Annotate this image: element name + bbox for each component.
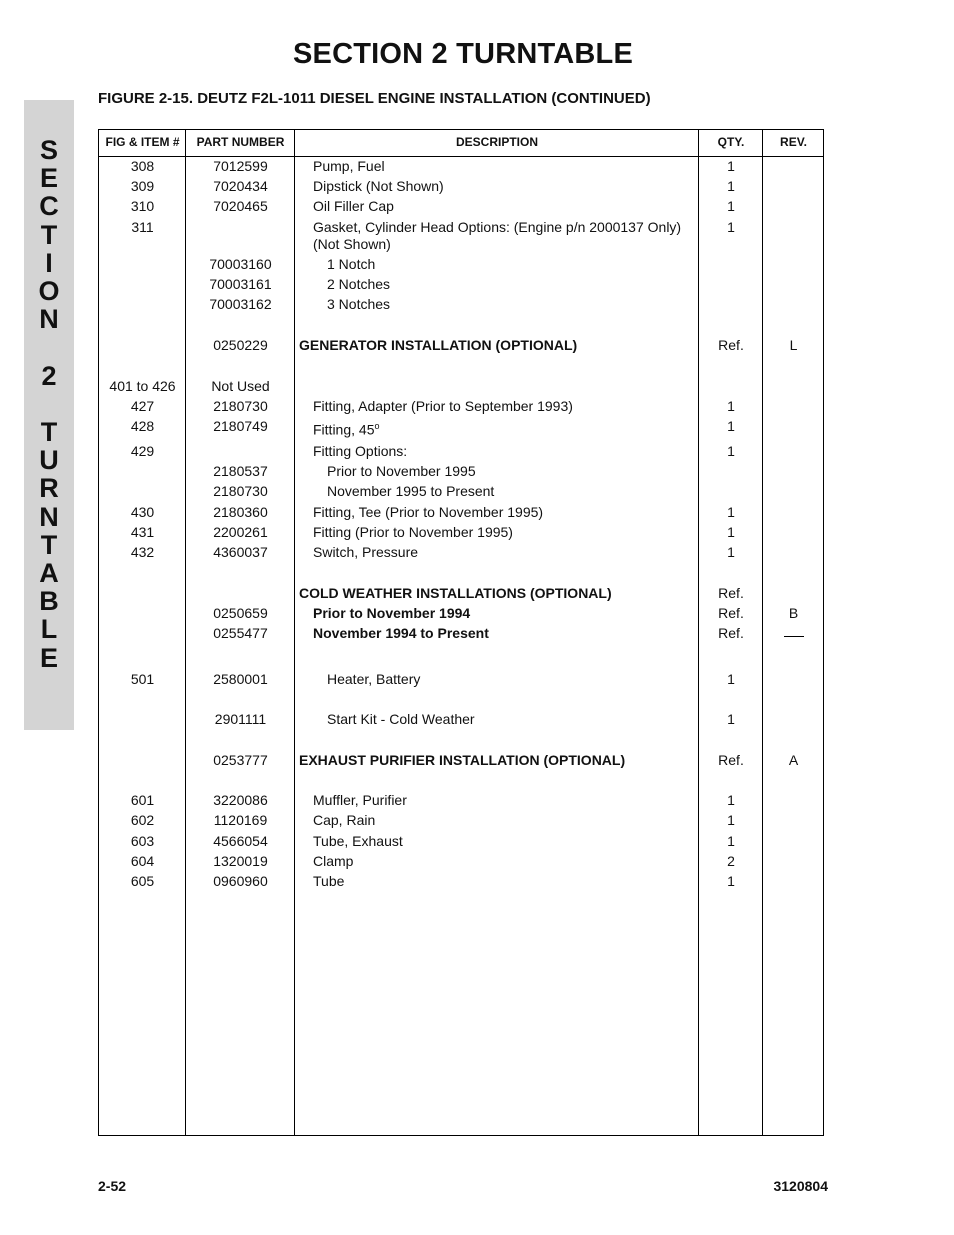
description-text: Fitting, Adapter (Prior to September 1993) — [313, 398, 573, 414]
cell-qty: 1 — [727, 158, 735, 174]
cell-part-number: 2180730 — [213, 398, 268, 414]
side-tab-letter: B — [39, 586, 59, 617]
cell-description — [295, 544, 717, 561]
parts-table — [98, 129, 824, 1136]
side-tab — [24, 100, 74, 730]
description-text: 2 Notches — [327, 276, 391, 292]
cell-qty: Ref. — [718, 337, 744, 353]
cell-description — [295, 625, 717, 642]
cell-description — [295, 178, 717, 195]
cell-description — [295, 524, 717, 541]
cell-part-number: 0250229 — [213, 337, 268, 353]
cell-part-number: 0255477 — [213, 625, 268, 641]
cell-description — [295, 483, 731, 500]
cell-fig-item: 427 — [130, 398, 155, 414]
degree-symbol: o — [374, 421, 380, 431]
cell-part-number: 70003162 — [209, 296, 272, 312]
cell-qty: 1 — [727, 544, 735, 560]
cell-description — [295, 812, 717, 829]
cell-fig-item: 431 — [130, 524, 155, 540]
description-text: Clamp — [313, 853, 354, 869]
side-tab-letter: N — [39, 304, 59, 335]
page-number: 2-52 — [98, 1178, 127, 1194]
cell-part-number: 7012599 — [213, 158, 268, 174]
description-text: Prior to November 1995 — [327, 463, 476, 479]
cell-qty: 1 — [727, 524, 735, 540]
cell-qty: Ref. — [718, 585, 744, 601]
cell-description — [295, 853, 717, 870]
cell-fig-item: 601 — [130, 792, 155, 808]
cell-fig-item: 311 — [131, 219, 154, 235]
header-part-number: PART NUMBER — [196, 135, 285, 149]
description-text: Tube — [313, 873, 345, 889]
cell-fig-item: 429 — [130, 443, 155, 459]
cell-fig-item: 602 — [130, 812, 155, 828]
cell-description — [295, 752, 703, 769]
cell-part-number: 2180730 — [213, 483, 268, 499]
description-text: Dipstick (Not Shown) — [313, 178, 444, 194]
cell-qty: 1 — [727, 219, 735, 235]
cell-description — [295, 337, 703, 354]
cell-fig-item: 430 — [130, 504, 155, 520]
cell-rev: L — [789, 337, 798, 353]
cell-part-number: 2200261 — [213, 524, 268, 540]
cell-qty: 1 — [727, 711, 735, 727]
cell-description — [295, 158, 717, 175]
figure-title: FIGURE 2-15. DEUTZ F2L-1011 DIESEL ENGINE INSTALLATION (CONTINUED) — [98, 90, 651, 107]
description-text: November 1994 to Present — [313, 625, 489, 641]
description-text: Start Kit - Cold Weather — [327, 711, 475, 727]
cell-description — [295, 792, 717, 809]
side-tab-letter: 2 — [41, 360, 57, 391]
description-text: Gasket, Cylinder Head Options: (Engine p/n 2000137 Only) — [313, 219, 682, 235]
cell-fig-item: 605 — [130, 873, 155, 889]
description-text: Fitting Options: — [313, 443, 408, 459]
cell-part-number: 2180360 — [213, 504, 268, 520]
cell-description — [295, 711, 731, 728]
cell-description — [295, 398, 717, 415]
cell-part-number: 70003160 — [209, 256, 272, 272]
cell-fig-item: 309 — [130, 178, 155, 194]
cell-qty: 1 — [727, 198, 735, 214]
cell-part-number: 0250659 — [213, 605, 268, 621]
cell-fig-item: 310 — [130, 198, 155, 214]
side-tab-letter: O — [38, 276, 60, 307]
cell-description — [295, 219, 717, 253]
description-text: November 1995 to Present — [327, 483, 495, 499]
cell-fig-item: 603 — [130, 833, 155, 849]
description-text: EXHAUST PURIFIER INSTALLATION (OPTIONAL) — [299, 752, 626, 768]
cell-part-number: 4360037 — [213, 544, 268, 560]
cell-fig-item: 308 — [130, 158, 155, 174]
side-tab-letter — [24, 390, 74, 418]
header-fig-item: FIG & ITEM # — [105, 135, 180, 149]
description-text: Fitting, 45 — [313, 421, 375, 438]
cell-fig-item: 604 — [130, 853, 155, 869]
cell-qty: 1 — [727, 398, 735, 414]
cell-rev: A — [788, 752, 799, 768]
cell-qty: 1 — [727, 812, 735, 828]
cell-description — [295, 605, 717, 622]
side-tab-letter: U — [39, 445, 59, 476]
section-title: SECTION 2 TURNTABLE — [293, 38, 633, 70]
cell-qty: Ref. — [718, 605, 744, 621]
cell-description — [295, 833, 717, 850]
cell-description — [295, 256, 731, 273]
cell-part-number: 1120169 — [213, 812, 268, 828]
cell-part-number: Not Used — [211, 378, 270, 394]
cell-qty: 2 — [727, 853, 735, 869]
rev-dash — [784, 636, 804, 637]
side-tab-letter: T — [40, 529, 58, 560]
side-tab-letter: S — [39, 135, 58, 165]
description-text: Switch, Pressure — [313, 544, 419, 560]
cell-qty: 1 — [727, 178, 735, 194]
cell-part-number: 4566054 — [213, 833, 268, 849]
cell-description — [295, 296, 731, 313]
cell-description — [295, 671, 731, 688]
cell-part-number: 1320019 — [213, 853, 268, 869]
cell-qty: 1 — [727, 671, 735, 687]
description-text: Muffler, Purifier — [313, 792, 407, 808]
description-text: Prior to November 1994 — [313, 605, 471, 621]
cell-description — [295, 418, 717, 439]
description-text: Fitting, Tee (Prior to November 1995) — [313, 504, 544, 520]
cell-qty: 1 — [727, 443, 735, 459]
side-tab-letter: I — [45, 247, 53, 278]
description-text: 3 Notches — [327, 296, 391, 312]
side-tab-letter — [24, 333, 74, 361]
description-text: GENERATOR INSTALLATION (OPTIONAL) — [299, 337, 578, 353]
description-continuation: (Not Shown) — [313, 236, 391, 252]
side-tab-letter: A — [39, 558, 59, 589]
side-tab-letter: C — [39, 191, 59, 222]
description-text: Fitting (Prior to November 1995) — [313, 524, 513, 540]
cell-description — [295, 463, 731, 480]
cell-fig-item: 401 to 426 — [109, 378, 176, 394]
description-text: 1 Notch — [327, 256, 376, 272]
document-number: 3120804 — [773, 1178, 828, 1194]
header-description: DESCRIPTION — [455, 135, 538, 149]
header-rev: REV. — [780, 135, 807, 149]
cell-description — [295, 873, 717, 890]
side-tab-letter: R — [39, 473, 59, 504]
cell-description — [295, 504, 717, 521]
cell-part-number: 2580001 — [213, 671, 268, 687]
description-text: COLD WEATHER INSTALLATIONS (OPTIONAL) — [299, 585, 612, 601]
side-tab-letter: E — [39, 642, 58, 673]
cell-part-number: 7020465 — [213, 198, 268, 214]
cell-qty: 1 — [727, 873, 735, 889]
description-text: Tube, Exhaust — [313, 833, 403, 849]
side-tab-letter: T — [40, 417, 58, 448]
cell-part-number: 0253777 — [213, 752, 268, 768]
cell-part-number: 70003161 — [209, 276, 272, 292]
cell-qty: 1 — [727, 418, 735, 434]
cell-qty: 1 — [727, 833, 735, 849]
cell-rev: B — [788, 605, 799, 621]
cell-rev — [763, 625, 824, 642]
cell-fig-item: 428 — [130, 418, 155, 434]
cell-part-number: 7020434 — [213, 178, 268, 194]
cell-description — [295, 443, 717, 460]
header-qty: QTY. — [717, 135, 745, 149]
cell-description — [295, 198, 717, 215]
side-tab-letter: E — [39, 163, 58, 194]
cell-qty: 1 — [727, 504, 735, 520]
cell-description — [295, 276, 731, 293]
description-text: Cap, Rain — [313, 812, 376, 828]
side-tab-letter: L — [40, 614, 58, 645]
cell-fig-item: 501 — [130, 671, 155, 687]
description-text: Pump, Fuel — [313, 158, 385, 174]
cell-qty: 1 — [727, 792, 735, 808]
description-text: Oil Filler Cap — [313, 198, 394, 214]
cell-fig-item: 432 — [130, 544, 155, 560]
cell-part-number: 0960960 — [213, 873, 268, 889]
cell-description — [295, 585, 703, 602]
cell-part-number: 2180749 — [213, 418, 268, 434]
cell-qty: Ref. — [718, 625, 744, 641]
cell-part-number: 2180537 — [213, 463, 268, 479]
side-tab-letter: T — [40, 219, 58, 250]
cell-part-number: 2901111 — [214, 711, 267, 727]
side-tab-letter: N — [39, 501, 59, 532]
description-text: Heater, Battery — [327, 671, 421, 687]
cell-part-number: 3220086 — [213, 792, 268, 808]
cell-qty: Ref. — [718, 752, 744, 768]
